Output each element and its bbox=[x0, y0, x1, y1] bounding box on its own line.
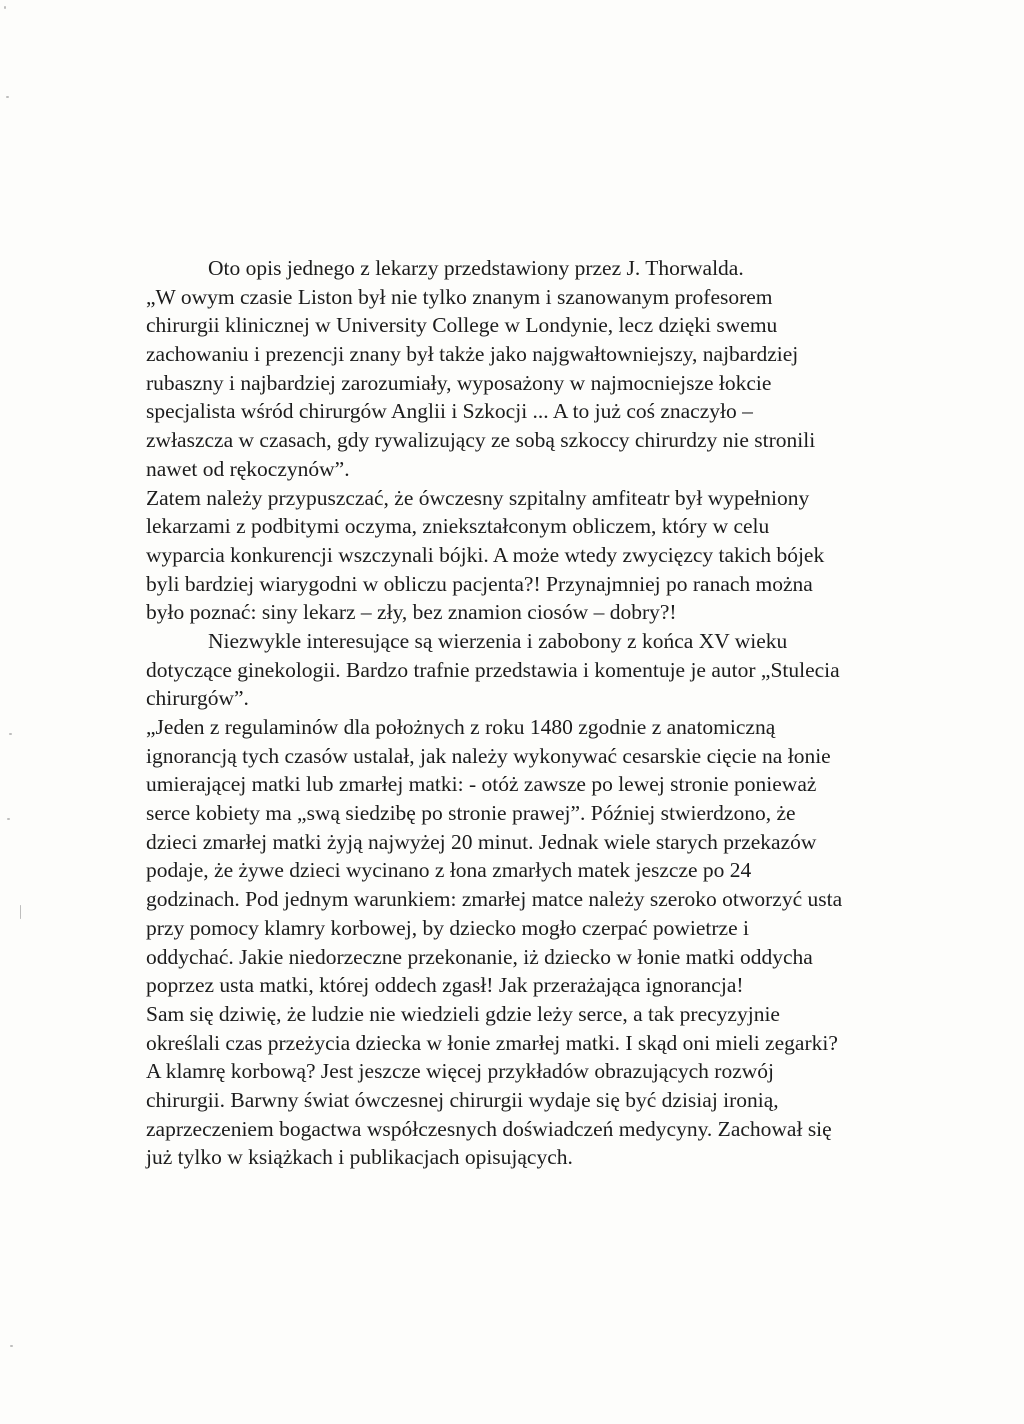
scan-speck bbox=[10, 1345, 13, 1347]
text-line: „Jeden z regulaminów dla położnych z roku 1480 zgodnie z anatomiczną bbox=[146, 715, 776, 739]
text-line: zaprzeczeniem bogactwa współczesnych doświadczeń medycyny. Zachował się bbox=[146, 1116, 832, 1141]
scan-speck bbox=[6, 96, 9, 98]
text-line: chirurgii klinicznej w University College w Londynie, lecz dzięki swemu bbox=[146, 313, 778, 338]
text-line: chirurgii. Barwny świat ówczesnej chirurgii wydaje się być dzisiaj ironią, bbox=[146, 1087, 779, 1112]
scan-speck bbox=[4, 6, 6, 9]
text-line: dotyczące ginekologii. Bardzo trafnie przedstawia i komentuje je autor „Stulecia bbox=[146, 657, 840, 682]
text-line: oddychać. Jakie niedorzeczne przekonanie, iż dziecko w łonie matki oddycha bbox=[146, 944, 813, 969]
text-line: „W owym czasie Liston był nie tylko znanym i szanowanym profesorem bbox=[146, 284, 773, 309]
text-line: Sam się dziwię, że ludzie nie wiedzieli gdzie leży serce, a tak precyzyjnie bbox=[146, 1001, 780, 1026]
text-line: specjalista wśród chirurgów Anglii i Szkocji ... A to już coś znaczyło – bbox=[146, 399, 753, 424]
text-line: lekarzami z podbitymi oczyma, zniekształconym obliczem, który w celu bbox=[146, 514, 770, 539]
text-line: przy pomocy klamry korbowej, by dziecko mogło czerpać powietrze i bbox=[146, 915, 749, 940]
text-line: rubaszny i najbardziej zarozumiały, wyposażony w najmocniejsze łokcie bbox=[146, 370, 772, 395]
text-line: Zatem należy przypuszczać, że ówczesny szpitalny amfiteatr był wypełniony bbox=[146, 485, 810, 510]
text-line: ignorancją tych czasów ustalał, jak należy wykonywać cesarskie cięcie na łonie bbox=[146, 743, 831, 768]
text-line: Oto opis jednego z lekarzy przedstawiony przez J. Thorwalda. bbox=[208, 256, 744, 280]
text-line: chirurgów”. bbox=[146, 686, 249, 711]
text-line: nawet od rękoczynów”. bbox=[146, 456, 350, 481]
scan-speck bbox=[7, 818, 10, 820]
text-line: byli bardziej wiarygodni w obliczu pacjenta?! Przynajmniej po ranach można bbox=[146, 571, 813, 596]
text-line: poprzez usta matki, której oddech zgasł! Jak przerażająca ignorancja! bbox=[146, 973, 744, 998]
text-line: określali czas przeżycia dziecka w łonie zmarłej matki. I skąd oni mieli zegarki? bbox=[146, 1030, 838, 1055]
text-line: zwłaszcza w czasach, gdy rywalizujący ze sobą szkoccy chirurdzy nie stronili bbox=[146, 428, 816, 453]
text-line: było poznać: siny lekarz – zły, bez znamion ciosów – dobry?! bbox=[146, 600, 677, 625]
text-line: serce kobiety ma „swą siedzibę po stronie prawej”. Później stwierdzono, że bbox=[146, 801, 796, 826]
text-line: wyparcia konkurencji wszczynali bójki. A może wtedy zwycięzcy takich bójek bbox=[146, 542, 825, 567]
scan-speck bbox=[20, 905, 21, 919]
text-line: umierającej matki lub zmarłej matki: - otóż zawsze po lewej stronie ponieważ bbox=[146, 772, 817, 797]
text-line: godzinach. Pod jednym warunkiem: zmarłej matce należy szeroko otworzyć usta bbox=[146, 887, 843, 912]
text-line: A klamrę korbową? Jest jeszcze więcej przykładów obrazujących rozwój bbox=[146, 1059, 775, 1084]
text-line: już tylko w książkach i publikacjach opisujących. bbox=[146, 1145, 573, 1170]
scan-speck bbox=[9, 733, 12, 735]
text-line: Niezwykle interesujące są wierzenia i zabobony z końca XV wieku bbox=[208, 628, 788, 653]
text-line: podaje, że żywe dzieci wycinano z łona zmarłych matek jeszcze po 24 bbox=[146, 858, 752, 883]
body-text bbox=[146, 254, 966, 1172]
text-line: dzieci zmarłej matki żyją najwyżej 20 minut. Jednak wiele starych przekazów bbox=[146, 829, 817, 854]
text-line: zachowaniu i prezencji znany był także jako najgwałtowniejszy, najbardziej bbox=[146, 342, 799, 367]
